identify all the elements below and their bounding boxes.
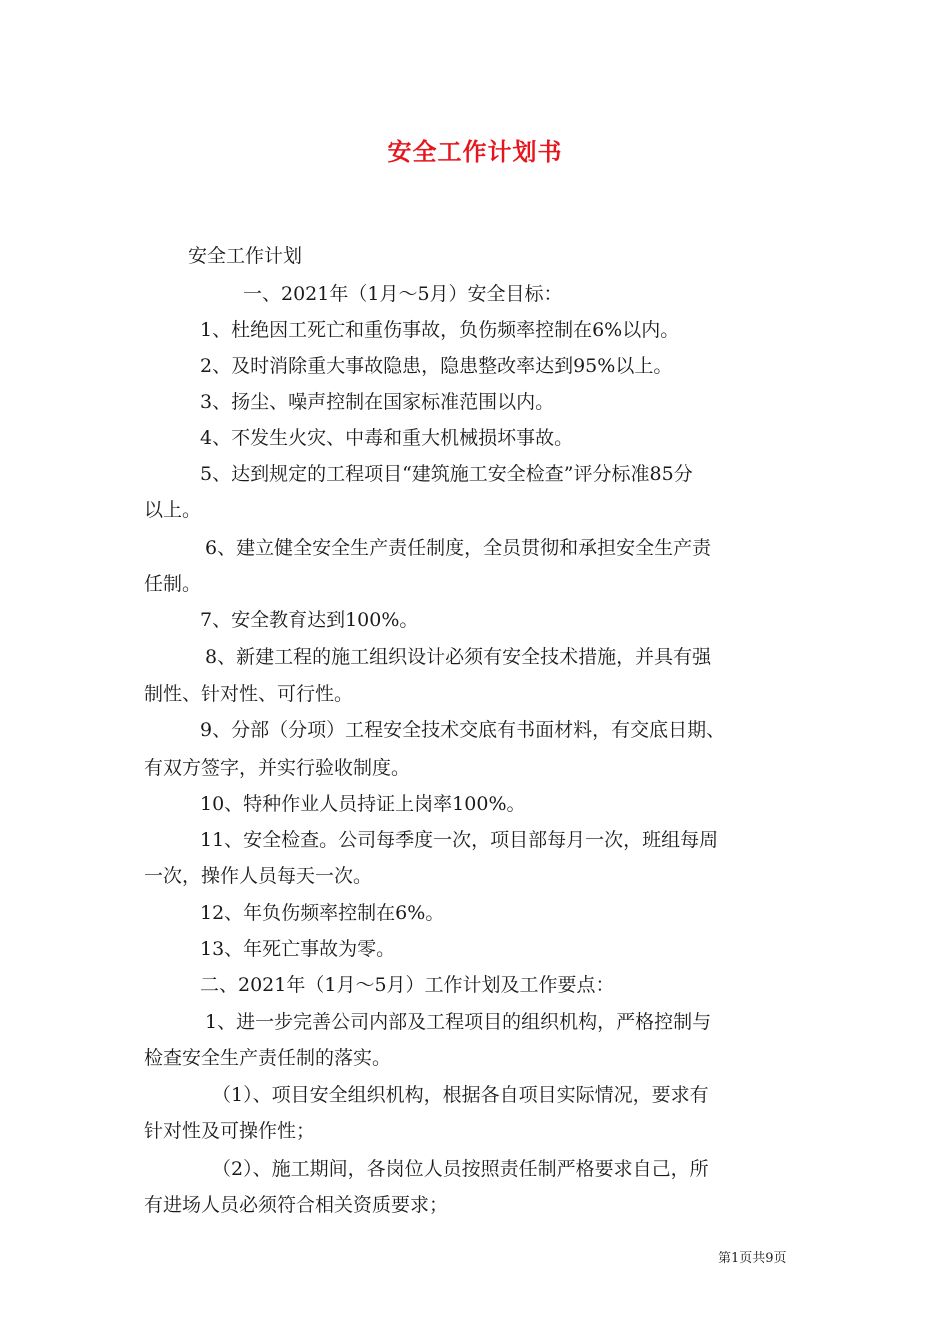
paragraph-line: 有双方签字，并实行验收制度。 [144, 757, 411, 779]
paragraph-line: 5、达到规定的工程项目“建筑施工安全检查”评分标准85分 [200, 463, 693, 485]
paragraph-line: 一、2021年（1月～5月）安全目标： [243, 283, 563, 305]
paragraph-line: 11、安全检查。公司每季度一次，项目部每月一次，班组每周 [200, 829, 719, 851]
paragraph-line: 制性、针对性、可行性。 [144, 683, 354, 705]
paragraph-line: （1）、项目安全组织机构，根据各自项目实际情况，要求有 [212, 1084, 709, 1106]
paragraph-line: 2、及时消除重大事故隐患，隐患整改率达到95%以上。 [200, 355, 673, 377]
paragraph-line: （2）、施工期间，各岗位人员按照责任制严格要求自己，所 [212, 1158, 709, 1180]
paragraph-line: 二、2021年（1月～5月）工作计划及工作要点： [200, 974, 615, 996]
paragraph-line: 12、年负伤频率控制在6%。 [200, 902, 445, 924]
paragraph-line: 3、扬尘、噪声控制在国家标准范围以内。 [200, 391, 555, 413]
paragraph-line: 7、安全教育达到100%。 [200, 609, 419, 631]
paragraph-line: 13、年死亡事故为零。 [200, 938, 396, 960]
paragraph-line: 以上。 [144, 499, 202, 521]
paragraph-line: 一次，操作人员每天一次。 [144, 865, 373, 887]
paragraph-line: 1、杜绝因工死亡和重伤事故，负伤频率控制在6%以内。 [200, 319, 680, 341]
paragraph-line: 针对性及可操作性； [144, 1120, 316, 1142]
document-title: 安全工作计划书 [387, 137, 563, 166]
paragraph-line: 有进场人员必须符合相关资质要求； [144, 1194, 449, 1216]
paragraph-line: 任制。 [144, 573, 202, 595]
page-number: 第1页共9页 [718, 1251, 787, 1266]
section-heading: 安全工作计划 [188, 245, 303, 267]
paragraph-line: 8、新建工程的施工组织设计必须有安全技术措施，并具有强 [205, 646, 712, 668]
paragraph-line: 检查安全生产责任制的落实。 [144, 1047, 392, 1069]
paragraph-line: 1、进一步完善公司内部及工程项目的组织机构，严格控制与 [205, 1011, 712, 1033]
paragraph-line: 6、建立健全安全生产责任制度，全员贯彻和承担安全生产责 [205, 537, 712, 559]
paragraph-line: 4、不发生火灾、中毒和重大机械损坏事故。 [200, 427, 574, 449]
paragraph-line: 9、分部（分项）工程安全技术交底有书面材料，有交底日期、 [200, 719, 726, 741]
paragraph-line: 10、特种作业人员持证上岗率100%。 [200, 793, 526, 815]
